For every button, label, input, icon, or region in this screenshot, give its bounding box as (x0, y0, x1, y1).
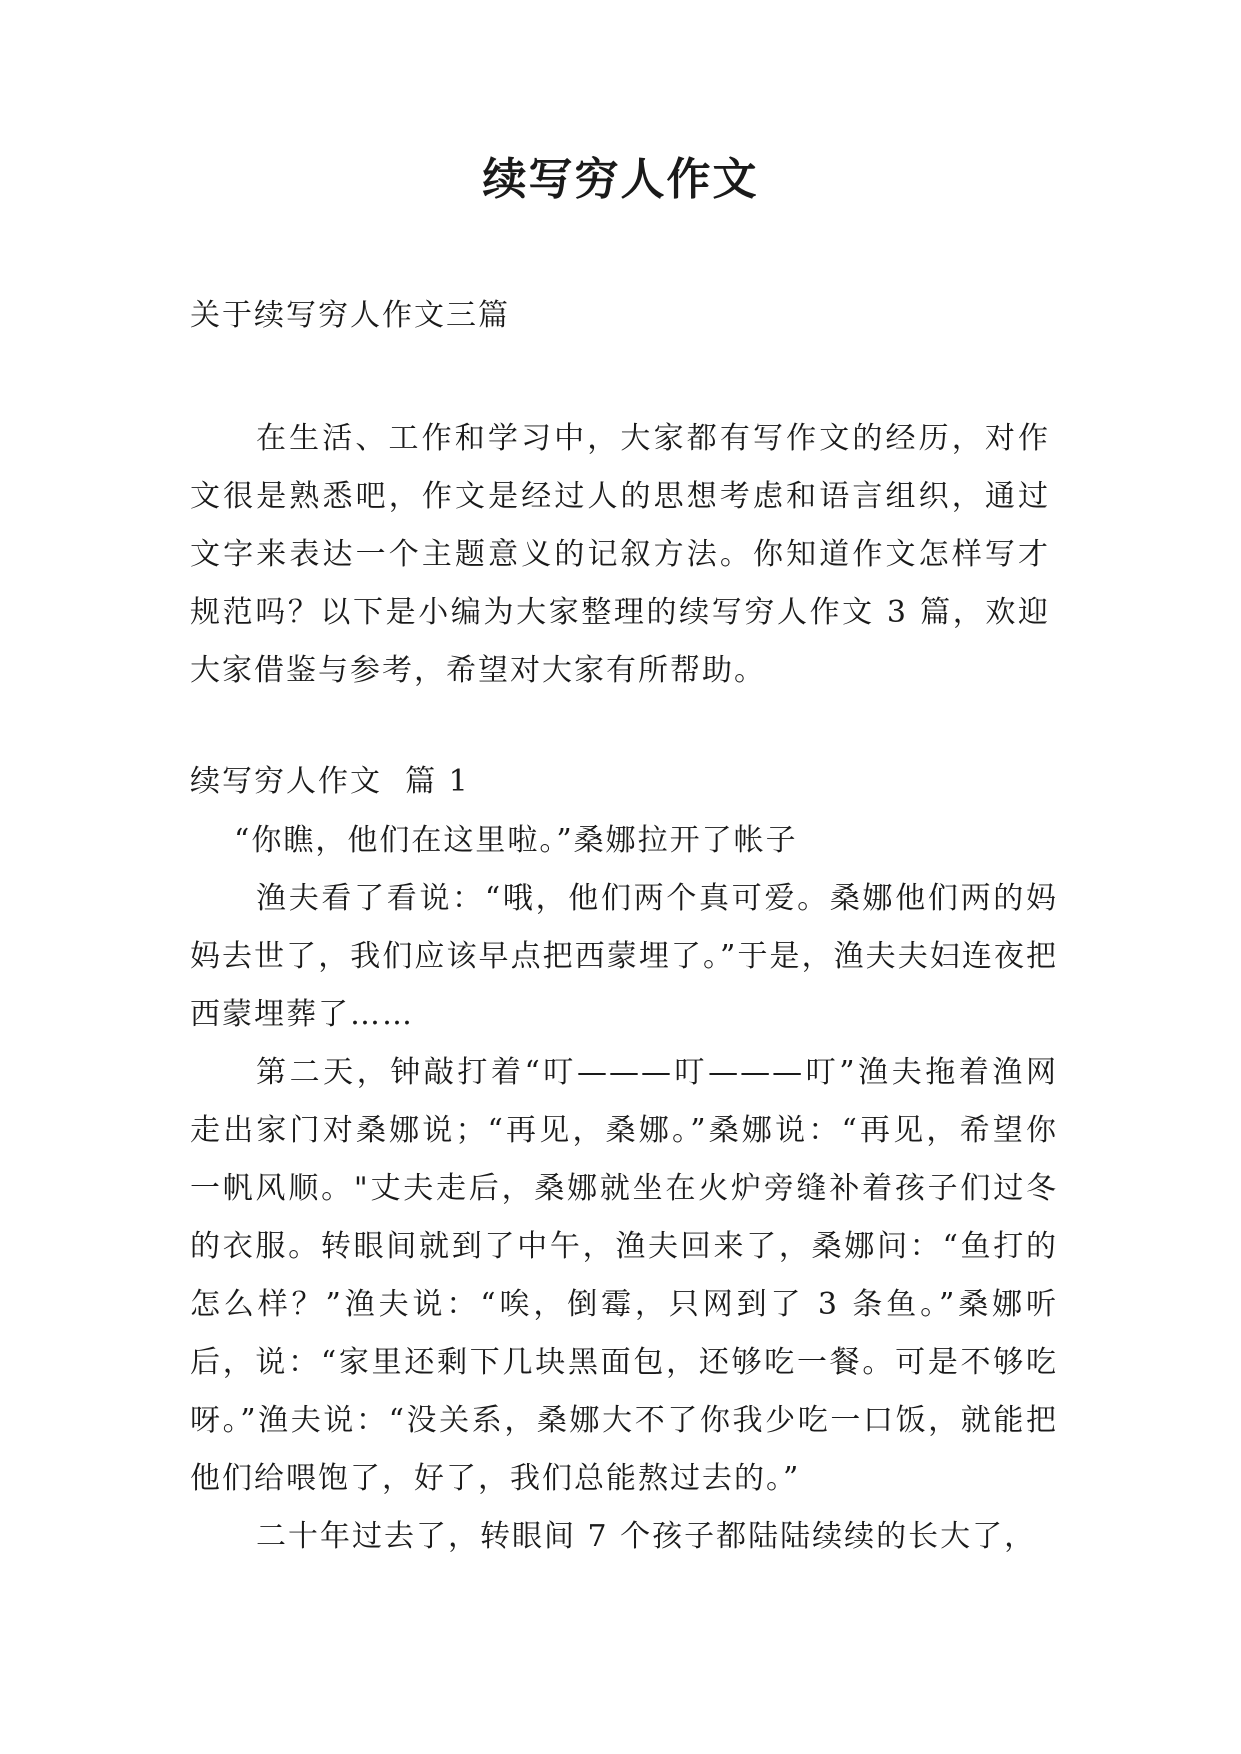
intro-paragraph: 在生活、工作和学习中，大家都有写作文的经历，对作文很是熟悉吧，作文是经过人的思想考虑和语言组织，通过文字来表达一个主题意义的记叙方法。你知道作文怎样写才规范吗？以下是小编为大家整理的续写穷人作文 3 篇，欢迎大家借鉴与参考，希望对大家有所帮助。 (190, 421, 1050, 688)
section-heading: 续写穷人作文 篇 1 (190, 764, 470, 799)
story-paragraph: “你瞧，他们在这里啦。”桑娜拉开了帐子 (234, 823, 798, 858)
story-body (190, 812, 1058, 1566)
document-subtitle: 关于续写穷人作文三篇 (190, 298, 510, 333)
story-paragraph: 第二天，钟敲打着“叮———叮———叮”渔夫拖着渔网走出家门对桑娜说；“再见，桑娜。”桑娜说：“再见，希望你一帆风顺。"丈夫走后，桑娜就坐在火炉旁缝补着孩子们过冬的衣服。转眼间就到了中午，渔夫回来了，桑娜问：“鱼打的怎么样？”渔夫说：“唉，倒霉，只网到了 3 条鱼。”桑娜听后，说：“家里还剩下几块黑面包，还够吃一餐。可是不够吃呀。”渔夫说：“没关系，桑娜大不了你我少吃一口饭，就能把他们给喂饱了，好了，我们总能熬过去的。” (190, 1055, 1058, 1496)
story-paragraph: 二十年过去了，转眼间 7 个孩子都陆陆续续的长大了， (256, 1519, 1037, 1554)
document-title: 续写穷人作文 (482, 154, 759, 205)
story-paragraph: 渔夫看了看说：“哦，他们两个真可爱。桑娜他们两的妈妈去世了，我们应该早点把西蒙埋了。”于是，渔夫夫妇连夜把西蒙埋葬了…… (190, 881, 1058, 1032)
